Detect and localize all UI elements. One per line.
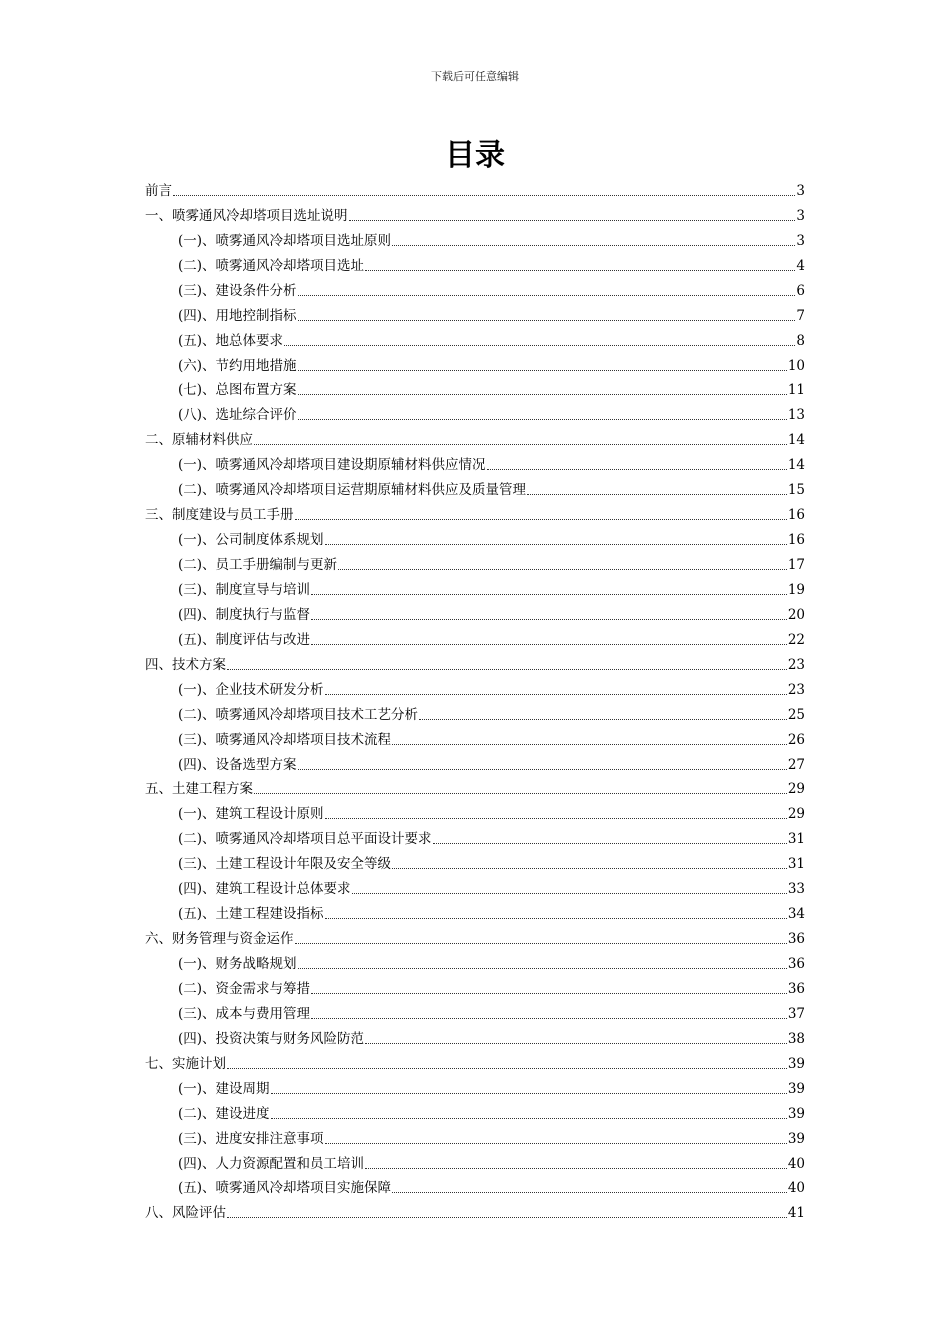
toc-entry-page-number: 14 [787, 432, 805, 449]
dot-leader [227, 1068, 787, 1069]
toc-entry-page-number: 4 [796, 257, 805, 274]
toc-entry-page-number: 27 [787, 756, 805, 773]
toc-entry[interactable] [145, 724, 805, 749]
toc-entry-page-number: 7 [796, 307, 805, 324]
toc-entry-label: (七)、总图布置方案 [178, 382, 297, 399]
toc-entry-page-number: 34 [787, 906, 805, 923]
dot-leader [298, 419, 787, 420]
toc-entry[interactable] [145, 948, 805, 973]
dot-leader [295, 943, 787, 944]
toc-entry-label: (二)、喷雾通风冷却塔项目技术工艺分析 [178, 706, 419, 723]
toc-entry[interactable] [145, 275, 805, 300]
toc-entry-page-number: 26 [787, 731, 805, 748]
dot-leader [365, 270, 795, 271]
toc-entry-label: (三)、制度宣导与培训 [178, 581, 311, 598]
toc-entry-page-number: 3 [796, 232, 805, 249]
toc-entry[interactable] [145, 898, 805, 923]
toc-entry[interactable] [145, 1197, 805, 1222]
dot-leader [298, 769, 787, 770]
toc-entry[interactable] [145, 1148, 805, 1173]
toc-entry[interactable] [145, 225, 805, 250]
toc-entry-page-number: 23 [787, 681, 805, 698]
toc-entry[interactable] [145, 549, 805, 574]
dot-leader [295, 519, 787, 520]
toc-entry-label: (一)、建设周期 [178, 1080, 270, 1097]
toc-entry-label: (三)、土建工程设计年限及安全等级 [178, 856, 392, 873]
dot-leader [392, 868, 787, 869]
toc-entry-label: (四)、制度执行与监督 [178, 606, 311, 623]
toc-entry[interactable] [145, 1098, 805, 1123]
toc-entry-label: 五、土建工程方案 [145, 781, 253, 798]
toc-entry[interactable] [145, 1073, 805, 1098]
toc-entry-page-number: 36 [787, 931, 805, 948]
toc-entry[interactable] [145, 175, 805, 200]
toc-entry-label: 八、风险评估 [145, 1205, 226, 1222]
toc-entry-page-number: 13 [787, 407, 805, 424]
toc-entry-page-number: 29 [787, 781, 805, 798]
toc-entry-page-number: 23 [787, 656, 805, 673]
dot-leader [352, 893, 787, 894]
toc-entry-page-number: 36 [787, 980, 805, 997]
toc-entry[interactable] [145, 674, 805, 699]
toc-entry[interactable] [145, 848, 805, 873]
toc-entry-label: (三)、成本与费用管理 [178, 1005, 311, 1022]
toc-entry[interactable] [145, 375, 805, 400]
toc-entry[interactable] [145, 574, 805, 599]
toc-entry-page-number: 8 [796, 332, 805, 349]
toc-entry[interactable] [145, 524, 805, 549]
toc-entry[interactable] [145, 399, 805, 424]
toc-entry-label: (二)、建设进度 [178, 1105, 270, 1122]
dot-leader [392, 245, 795, 246]
toc-entry[interactable] [145, 474, 805, 499]
toc-entry[interactable] [145, 1173, 805, 1198]
toc-entry[interactable] [145, 1123, 805, 1148]
toc-entry-page-number: 38 [787, 1030, 805, 1047]
toc-entry-page-number: 17 [787, 557, 805, 573]
toc-entry-label: 二、原辅材料供应 [145, 432, 253, 449]
toc-entry-page-number: 3 [796, 207, 805, 224]
dot-leader [311, 619, 787, 620]
toc-entry[interactable] [145, 998, 805, 1023]
toc-entry[interactable] [145, 973, 805, 998]
dot-leader [298, 394, 787, 395]
dot-leader [298, 295, 796, 296]
toc-entry-page-number: 16 [787, 507, 805, 524]
toc-entry-label: (二)、资金需求与筹措 [178, 980, 311, 997]
header-note: 下载后可任意编辑 [431, 70, 519, 83]
dot-leader [392, 1192, 787, 1193]
dot-leader [325, 1143, 787, 1144]
toc-entry-page-number: 25 [787, 706, 805, 723]
toc-entry-label: (一)、企业技术研发分析 [178, 681, 324, 698]
dot-leader [392, 744, 787, 745]
toc-entry[interactable] [145, 873, 805, 898]
toc-entry-page-number: 19 [787, 581, 805, 598]
toc-entry[interactable] [145, 823, 805, 848]
toc-entry-page-number: 39 [787, 1080, 805, 1097]
toc-entry-label: (六)、节约用地措施 [178, 357, 297, 374]
toc-entry-label: (二)、喷雾通风冷却塔项目运营期原辅材料供应及质量管理 [178, 482, 527, 499]
dot-leader [298, 320, 796, 321]
toc-entry[interactable] [145, 250, 805, 275]
toc-entry-label: 四、技术方案 [145, 656, 226, 673]
toc-entry-label: 前言 [145, 182, 172, 199]
toc-entry-label: (一)、建筑工程设计原则 [178, 806, 324, 823]
dot-leader [527, 494, 787, 495]
dot-leader [284, 345, 795, 346]
toc-entry-label: (四)、建筑工程设计总体要求 [178, 881, 351, 898]
dot-leader [487, 469, 787, 470]
table-of-contents [145, 175, 805, 1222]
toc-entry-label: (一)、公司制度体系规划 [178, 532, 324, 549]
toc-entry[interactable] [145, 200, 805, 225]
page-title: 目录 [445, 138, 505, 173]
toc-entry-page-number: 40 [787, 1180, 805, 1197]
toc-entry-page-number: 39 [787, 1130, 805, 1147]
dot-leader [271, 1093, 787, 1094]
toc-entry-label: (二)、员工手册编制与更新 [178, 557, 338, 573]
toc-entry-page-number: 37 [787, 1005, 805, 1022]
toc-entry[interactable] [145, 325, 805, 350]
dot-leader [338, 569, 787, 570]
toc-entry-label: (五)、土建工程建设指标 [178, 906, 324, 923]
dot-leader [227, 669, 787, 670]
toc-entry[interactable] [145, 624, 805, 649]
toc-entry-label: (一)、喷雾通风冷却塔项目选址原则 [178, 232, 392, 249]
dot-leader [298, 968, 787, 969]
dot-leader [325, 544, 787, 545]
toc-entry[interactable] [145, 1048, 805, 1073]
toc-entry-label: (一)、财务战略规划 [178, 956, 297, 972]
toc-entry[interactable] [145, 300, 805, 325]
dot-leader [419, 719, 787, 720]
dot-leader [325, 918, 787, 919]
toc-entry-label: (四)、人力资源配置和员工培训 [178, 1155, 365, 1172]
dot-leader [311, 644, 787, 645]
toc-entry-label: (四)、用地控制指标 [178, 307, 297, 324]
toc-entry-label: 七、实施计划 [145, 1055, 226, 1072]
toc-entry-label: (二)、喷雾通风冷却塔项目总平面设计要求 [178, 831, 432, 848]
toc-entry-page-number: 11 [787, 382, 805, 399]
toc-entry-label: (五)、制度评估与改进 [178, 631, 311, 648]
dot-leader [349, 220, 796, 221]
toc-entry-page-number: 14 [787, 457, 805, 474]
toc-entry-label: (五)、地总体要求 [178, 332, 284, 349]
dot-leader [325, 818, 787, 819]
toc-entry-page-number: 3 [796, 182, 805, 199]
toc-entry-label: (四)、投资决策与财务风险防范 [178, 1030, 365, 1047]
toc-entry[interactable] [145, 599, 805, 624]
dot-leader [365, 1168, 787, 1169]
toc-entry-page-number: 16 [787, 532, 805, 549]
toc-entry-page-number: 31 [787, 856, 805, 873]
toc-entry-label: (三)、喷雾通风冷却塔项目技术流程 [178, 731, 392, 748]
toc-entry-label: (五)、喷雾通风冷却塔项目实施保障 [178, 1180, 392, 1197]
toc-entry-page-number: 40 [787, 1155, 805, 1172]
toc-entry-label: (二)、喷雾通风冷却塔项目选址 [178, 257, 365, 274]
dot-leader [311, 1018, 787, 1019]
toc-entry[interactable] [145, 449, 805, 474]
toc-entry-label: (一)、喷雾通风冷却塔项目建设期原辅材料供应情况 [178, 457, 486, 474]
dot-leader [271, 1118, 787, 1119]
toc-entry[interactable] [145, 923, 805, 948]
toc-entry[interactable] [145, 774, 805, 799]
dot-leader [227, 1217, 787, 1218]
toc-entry[interactable] [145, 350, 805, 375]
dot-leader [254, 793, 787, 794]
dot-leader [365, 1043, 787, 1044]
toc-entry-page-number: 36 [787, 956, 805, 972]
toc-entry-page-number: 20 [787, 606, 805, 623]
toc-entry-page-number: 15 [787, 482, 805, 499]
toc-entry-page-number: 22 [787, 631, 805, 648]
toc-entry-label: (三)、进度安排注意事项 [178, 1130, 324, 1147]
toc-entry-page-number: 29 [787, 806, 805, 823]
toc-entry-page-number: 39 [787, 1055, 805, 1072]
toc-entry[interactable] [145, 499, 805, 524]
dot-leader [433, 843, 787, 844]
toc-entry[interactable] [145, 699, 805, 724]
toc-entry-label: 三、制度建设与员工手册 [145, 507, 294, 524]
toc-entry-page-number: 39 [787, 1105, 805, 1122]
toc-entry-page-number: 31 [787, 831, 805, 848]
dot-leader [325, 694, 787, 695]
toc-entry[interactable] [145, 424, 805, 449]
toc-entry-label: 六、财务管理与资金运作 [145, 931, 294, 948]
toc-entry-label: (三)、建设条件分析 [178, 282, 297, 299]
toc-entry-page-number: 10 [787, 357, 805, 374]
toc-entry[interactable] [145, 649, 805, 674]
toc-entry[interactable] [145, 1023, 805, 1048]
dot-leader [311, 993, 787, 994]
dot-leader [254, 444, 787, 445]
toc-entry-label: (四)、设备选型方案 [178, 756, 297, 773]
toc-entry-page-number: 33 [787, 881, 805, 898]
toc-entry-label: 一、喷雾通风冷却塔项目选址说明 [145, 207, 348, 224]
toc-entry[interactable] [145, 749, 805, 774]
dot-leader [173, 195, 795, 196]
toc-entry-page-number: 6 [796, 282, 805, 299]
toc-entry-label: (八)、选址综合评价 [178, 407, 297, 424]
toc-entry[interactable] [145, 798, 805, 823]
toc-entry-page-number: 41 [787, 1205, 805, 1222]
dot-leader [311, 594, 787, 595]
dot-leader [298, 370, 787, 371]
